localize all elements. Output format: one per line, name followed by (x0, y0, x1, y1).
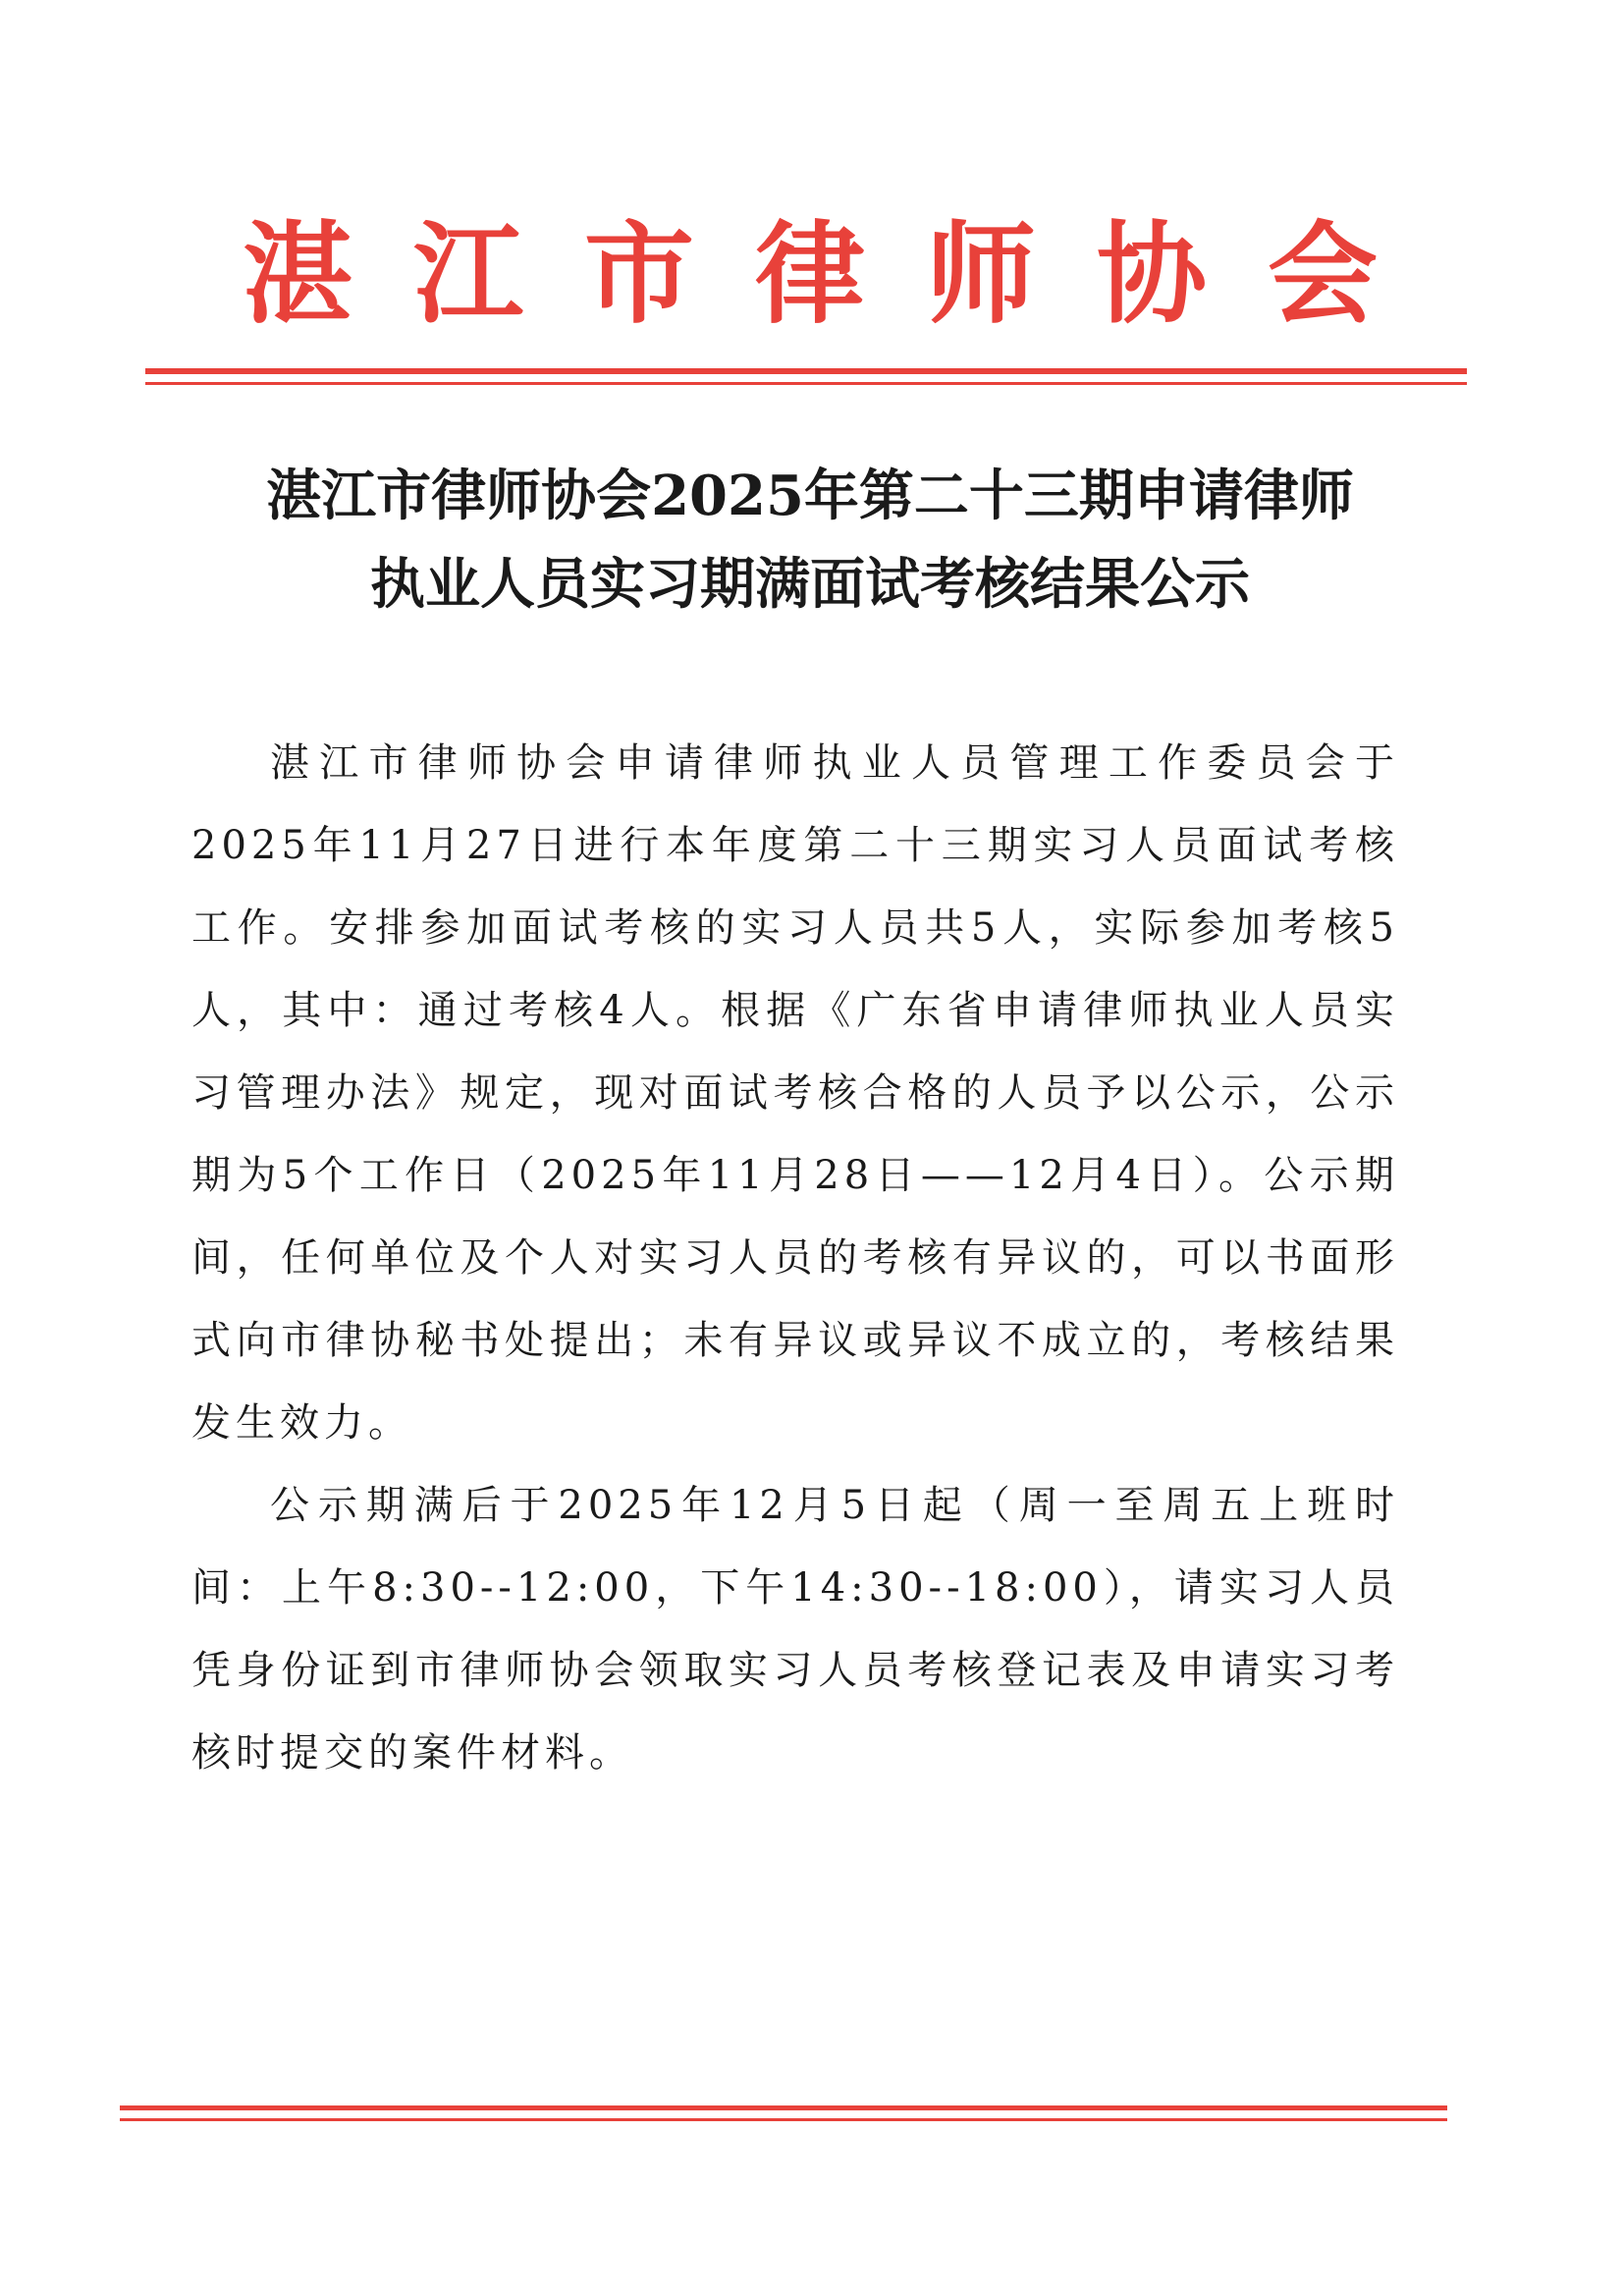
body-paragraph-2: 公示期满后于2025年12月5日起（周一至周五上班时间：上午8:30--12:00，下午14:30--18:00），请实习人员凭身份证到市律师协会领取实习人员考核登记表及申请实习考核时提交的案件材料。 (191, 1483, 1399, 1776)
footer-rule-thick (120, 2105, 1447, 2110)
body-paragraph-1: 湛江市律师协会申请律师执业人员管理工作委员会于2025年11月27日进行本年度第二十三期实习人员面试考核工作。安排参加面试考核的实习人员共5人，实际参加考核5人，其中：通过考核4人。根据《广东省申请律师执业人员实习管理办法》规定，现对面试考核合格的人员予以公示，公示期为5个工作日（2025年11月28日——12月4日）。公示期间，任何单位及个人对实习人员的考核有异议的，可以书面形式向市律协秘书处提出；未有异议或异议不成立的，考核结果发生效力。 (191, 740, 1399, 1446)
letterhead-org-name: 湛江市律师协会 (243, 210, 1438, 339)
document-body (191, 722, 1399, 1794)
document-title (147, 452, 1473, 629)
document-title-line-2: 执业人员实习期满面试考核结果公示 (370, 552, 1250, 617)
document-title-line-1: 湛江市律师协会2025年第二十三期申请律师 (266, 464, 1354, 528)
header-rule-thick (145, 368, 1467, 374)
header-rule-thin (145, 382, 1467, 385)
footer-rule-thin (120, 2118, 1447, 2121)
